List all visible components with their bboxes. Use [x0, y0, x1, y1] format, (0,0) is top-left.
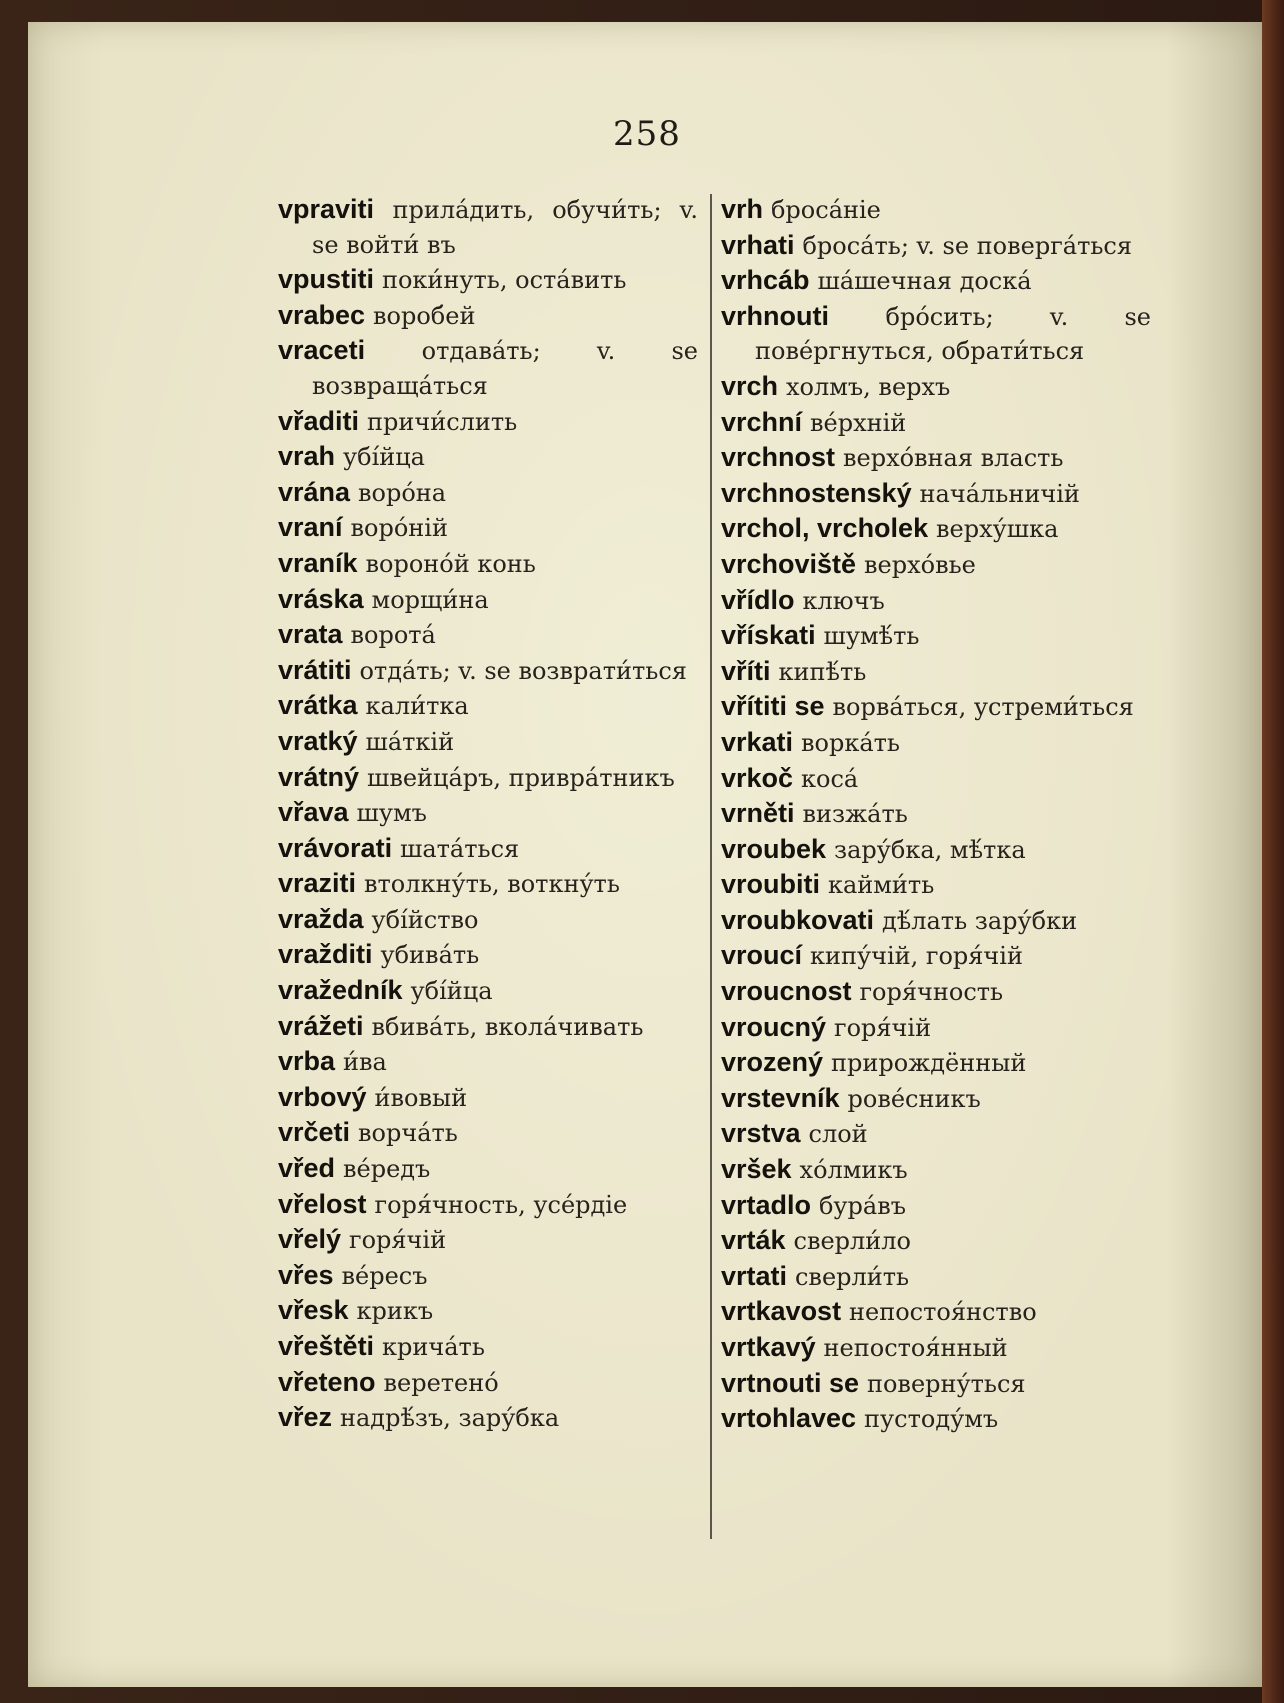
dictionary-entry — [278, 510, 698, 546]
entry-translation: крича́ть — [382, 1333, 485, 1361]
entry-translation: кайми́ть — [827, 871, 935, 900]
entry-headword: vrah — [278, 441, 336, 472]
entry-translation: горя́чность, усе́рдіе — [374, 1190, 628, 1219]
dictionary-entry — [278, 298, 698, 334]
entry-translation: ве́редъ — [343, 1155, 431, 1184]
entry-headword: vrchnost — [721, 442, 836, 473]
entry-headword: vrtnouti se — [721, 1367, 860, 1398]
dictionary-entry — [721, 867, 1151, 903]
entry-translation: шумъ — [356, 799, 427, 828]
entry-headword: vražedník — [278, 975, 403, 1006]
dictionary-entry — [721, 1330, 1151, 1366]
entry-headword: vrstva — [721, 1118, 801, 1149]
entry-headword: vroubkovati — [721, 904, 875, 935]
dictionary-entry — [721, 547, 1151, 583]
dictionary-entry — [721, 689, 1151, 725]
dictionary-entry — [721, 440, 1151, 476]
dictionary-entry — [278, 1329, 698, 1365]
entry-headword: vpraviti — [278, 194, 375, 224]
dictionary-entry — [721, 1010, 1151, 1046]
entry-translation: броса́ніе — [770, 196, 881, 224]
dictionary-entry — [721, 299, 1151, 369]
entry-translation: рове́сникъ — [847, 1084, 981, 1113]
entry-translation: зару́бка, мѣ́тка — [834, 835, 1026, 864]
dictionary-entry — [278, 1115, 698, 1151]
entry-translation: ворота́ — [350, 621, 436, 650]
entry-headword: vrchnostenský — [721, 477, 912, 508]
dictionary-entry — [278, 1151, 698, 1187]
column-divider — [710, 194, 712, 1539]
entry-translation: воро́ній — [350, 514, 448, 543]
entry-translation: непостоя́нство — [849, 1298, 1037, 1327]
dictionary-entry — [278, 1009, 698, 1045]
entry-headword: vrhnouti — [721, 300, 829, 331]
entry-translation: ша́ткій — [365, 727, 455, 756]
entry-headword: vražda — [278, 903, 364, 934]
entry-headword: vrtadlo — [721, 1189, 812, 1220]
dictionary-entry — [278, 333, 698, 403]
dictionary-entry — [721, 192, 1151, 228]
entry-translation: нача́льничій — [919, 479, 1080, 508]
entry-headword: vřez — [278, 1402, 333, 1433]
entry-translation: бро́сить; v. se пове́ргнуться, обрати́ться — [755, 302, 1151, 366]
entry-headword: vřeteno — [278, 1366, 376, 1397]
dictionary-entry — [721, 1188, 1151, 1224]
entry-translation: вороб́ей — [373, 301, 476, 330]
entry-translation: горя́чій — [349, 1226, 447, 1255]
entry-translation: швейца́ръ, приврáтникъ — [367, 763, 675, 792]
entry-translation: вбива́ть, вкола́чивать — [371, 1012, 644, 1041]
dictionary-entry — [721, 1366, 1151, 1402]
entry-headword: vrtati — [721, 1260, 788, 1291]
entry-translation: надрѣ́зъ, зару́бка — [340, 1404, 560, 1433]
entry-headword: vrchol, vrcholek — [721, 513, 929, 544]
entry-headword: vrbový — [278, 1081, 367, 1112]
entry-translation: ворча́ть — [358, 1119, 458, 1148]
entry-translation: горя́чій — [834, 1013, 932, 1042]
entry-headword: vřaditi — [278, 405, 360, 436]
entry-translation: кали́тка — [365, 692, 469, 721]
entry-translation: верхо́вная власть — [842, 444, 1064, 473]
dictionary-entry — [721, 1401, 1151, 1437]
entry-translation: поверну́ться — [866, 1369, 1026, 1398]
entry-headword: vroubek — [721, 833, 827, 864]
dictionary-entry — [721, 761, 1151, 797]
entry-headword: vraceti — [278, 335, 366, 366]
right-column — [721, 192, 1151, 1437]
entry-headword: vrabec — [278, 299, 366, 330]
dictionary-entry — [721, 796, 1151, 832]
dictionary-entry — [721, 1081, 1151, 1117]
entry-headword: vříti — [721, 655, 771, 686]
entry-headword: vrávorati — [278, 832, 393, 863]
entry-translation: прила́дить, обучи́ть; v. se войти́ въ — [312, 196, 698, 259]
dictionary-entry — [278, 1044, 698, 1080]
entry-headword: vrčeti — [278, 1117, 351, 1148]
dictionary-entry — [278, 1187, 698, 1223]
dictionary-entry — [721, 583, 1151, 619]
entry-headword: vrátný — [278, 761, 360, 792]
entry-headword: vraziti — [278, 868, 357, 899]
dictionary-entry — [721, 1259, 1151, 1295]
dictionary-entry — [721, 832, 1151, 868]
entry-translation: ворва́ться, устреми́ться — [832, 693, 1134, 722]
entry-translation: верхо́вье — [864, 550, 976, 579]
entry-translation: убі́йца — [343, 443, 425, 472]
entry-headword: vrhati — [721, 229, 795, 260]
entry-translation: вороно́й конь — [365, 549, 536, 578]
dictionary-entry — [721, 369, 1151, 405]
dictionary-entry — [721, 654, 1151, 690]
entry-headword: vřítiti se — [721, 691, 825, 722]
entry-translation: слой — [808, 1120, 868, 1149]
entry-headword: vrněti — [721, 798, 795, 829]
entry-translation: и́вовый — [374, 1083, 468, 1112]
entry-translation: непостоя́нный — [823, 1334, 1008, 1362]
dictionary-entry — [278, 1080, 698, 1116]
entry-headword: vrátka — [278, 690, 358, 721]
entry-headword: vroucí — [721, 940, 803, 971]
entry-translation: причи́слить — [366, 407, 518, 436]
entry-headword: vrchní — [721, 406, 803, 437]
dictionary-entry — [278, 1258, 698, 1294]
entry-translation: кипу́чій, горя́чій — [809, 942, 1023, 971]
dictionary-entry — [278, 1365, 698, 1401]
dictionary-entry — [721, 974, 1151, 1010]
entry-translation: убі́йца — [410, 977, 493, 1006]
dictionary-entry — [721, 1152, 1151, 1188]
left-column — [278, 192, 698, 1436]
entry-headword: vroucnost — [721, 976, 852, 1007]
book-page — [28, 22, 1266, 1687]
dictionary-entry — [278, 831, 698, 867]
entry-translation: верху́шка — [936, 515, 1059, 544]
entry-translation: броса́ть; v. se поверга́ться — [802, 231, 1133, 260]
entry-headword: vrtkavost — [721, 1296, 842, 1327]
dictionary-entry — [721, 938, 1151, 974]
entry-translation: убива́ть — [380, 941, 480, 970]
dictionary-entry — [721, 618, 1151, 654]
entry-headword: vrhcáb — [721, 265, 810, 296]
entry-translation: отда́ть; v. se возврати́ться — [359, 656, 687, 685]
entry-translation: веретено́ — [383, 1368, 499, 1397]
entry-translation: воро́на — [358, 478, 447, 507]
dictionary-entry — [278, 617, 698, 653]
entry-headword: vrtkavý — [721, 1332, 816, 1362]
dictionary-entry — [278, 439, 698, 475]
entry-translation: втолкну́ть, воткну́ть — [364, 870, 620, 899]
entry-translation: ве́ресъ — [341, 1261, 428, 1290]
entry-translation: ворка́ть — [801, 728, 900, 757]
dictionary-entry — [721, 263, 1151, 299]
dictionary-entry — [721, 511, 1151, 547]
entry-translation: убі́йство — [371, 905, 479, 934]
entry-translation: ключъ — [802, 586, 885, 615]
entry-headword: vrána — [278, 476, 351, 507]
dictionary-entry — [278, 582, 698, 618]
entry-headword: vrstevník — [721, 1082, 840, 1113]
entry-headword: vřed — [278, 1153, 336, 1184]
dictionary-entry — [721, 476, 1151, 512]
entry-headword: vrchoviště — [721, 548, 857, 579]
page-number: 258 — [613, 114, 681, 154]
entry-headword: vrata — [278, 619, 343, 650]
entry-headword: vřesk — [278, 1295, 349, 1326]
dictionary-entry — [721, 1045, 1151, 1081]
entry-translation: отдава́ть; v. se возвраща́ться — [312, 337, 698, 400]
entry-headword: vrkoč — [721, 762, 794, 793]
dictionary-entry — [278, 688, 698, 724]
dictionary-entry — [721, 1116, 1151, 1152]
entry-headword: vřískati — [721, 620, 816, 651]
entry-translation: и́ва — [343, 1048, 387, 1077]
dictionary-entry — [278, 475, 698, 511]
entry-headword: vřídlo — [721, 584, 795, 615]
entry-headword: vratký — [278, 725, 358, 756]
entry-translation: ша́шечная доска́ — [817, 267, 1032, 296]
entry-translation: шумѣ́ть — [823, 622, 920, 651]
entry-headword: vrtohlavec — [721, 1403, 857, 1434]
entry-translation: прирождённый — [831, 1049, 1027, 1078]
dictionary-entry — [278, 973, 698, 1009]
entry-headword: vražditi — [278, 939, 373, 970]
dictionary-entry — [278, 653, 698, 689]
dictionary-entry — [278, 546, 698, 582]
entry-headword: vřeštěti — [278, 1331, 375, 1361]
dictionary-entry — [278, 866, 698, 902]
entry-translation: поки́нуть, оста́вить — [381, 266, 627, 295]
entry-translation: ве́рхній — [809, 408, 907, 437]
entry-headword: vrozený — [721, 1047, 824, 1078]
entry-translation: коса́ — [801, 764, 859, 793]
dictionary-entry — [721, 725, 1151, 761]
dictionary-entry — [278, 404, 698, 440]
entry-headword: vroubiti — [721, 869, 820, 900]
entry-translation: морщи́на — [371, 585, 489, 614]
entry-headword: vráska — [278, 583, 364, 614]
entry-translation: визжа́ть — [802, 800, 908, 829]
dictionary-entry — [278, 1293, 698, 1329]
dictionary-entry — [721, 903, 1151, 939]
dictionary-entry — [721, 228, 1151, 264]
entry-headword: vřelý — [278, 1224, 342, 1255]
entry-headword: vřava — [278, 797, 349, 828]
entry-headword: vršek — [721, 1154, 792, 1185]
book-spine — [1262, 0, 1284, 1703]
entry-headword: vřelost — [278, 1188, 367, 1219]
dictionary-entry — [278, 1400, 698, 1436]
dictionary-entry — [278, 937, 698, 973]
entry-headword: vrh — [721, 194, 764, 224]
entry-headword: vrátiti — [278, 654, 352, 685]
dictionary-entry — [278, 262, 698, 298]
entry-translation: горя́чность — [859, 978, 1004, 1007]
dictionary-entry — [721, 1223, 1151, 1259]
entry-headword: vrkati — [721, 726, 794, 757]
entry-translation: сверли́ло — [793, 1227, 911, 1256]
entry-translation: холмъ, верхъ — [786, 372, 951, 401]
dictionary-entry — [278, 192, 698, 262]
entry-translation: пустоду́мъ — [864, 1405, 999, 1434]
dictionary-entry — [278, 1222, 698, 1258]
entry-translation: крикъ — [356, 1297, 434, 1326]
entry-headword: vraník — [278, 547, 358, 578]
dictionary-entry — [721, 405, 1151, 441]
dictionary-entry — [278, 760, 698, 796]
entry-translation: дѣ́лать зару́бки — [882, 906, 1078, 935]
entry-headword: vrba — [278, 1046, 336, 1077]
entry-headword: vrták — [721, 1225, 786, 1256]
entry-translation: кипѣ́ть — [778, 657, 867, 686]
entry-headword: vřes — [278, 1259, 334, 1290]
entry-headword: vraní — [278, 512, 343, 543]
entry-translation: бура́въ — [818, 1191, 907, 1220]
dictionary-entry — [278, 724, 698, 760]
entry-translation: хо́лмикъ — [799, 1156, 908, 1185]
dictionary-entry — [721, 1294, 1151, 1330]
entry-headword: vrážeti — [278, 1010, 364, 1041]
entry-translation: сверли́ть — [794, 1262, 910, 1291]
entry-headword: vroucný — [721, 1011, 827, 1042]
dictionary-entry — [278, 902, 698, 938]
dictionary-entry — [278, 795, 698, 831]
entry-headword: vpustiti — [278, 264, 375, 295]
entry-headword: vrch — [721, 370, 779, 401]
entry-translation: шата́ться — [400, 834, 520, 863]
